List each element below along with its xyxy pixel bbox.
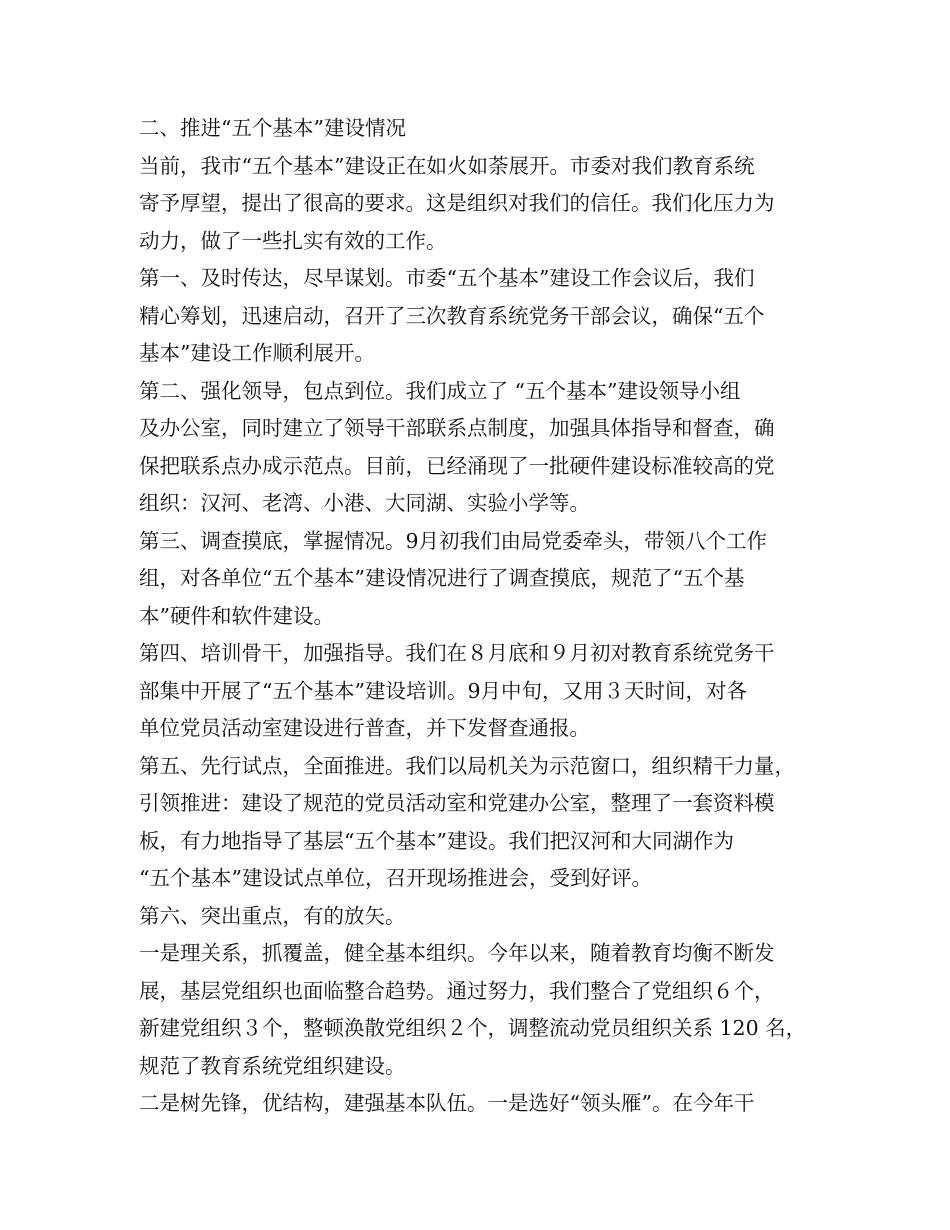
text-line: 当前，我市“五个基本”建设正在如火如荼展开。市委对我们教育系统 [139, 153, 755, 178]
text-line: 第四、培训骨干，加强指导。我们在８月底和９月初对教育系统党务干 [139, 641, 775, 665]
section-heading: 二、推进“五个基本”建设情况 [139, 116, 406, 140]
text-line: 精心筹划，迅速启动，召开了三次教育系统党务干部会议，确保“五个 [139, 303, 765, 328]
text-line: 第五、先行试点，全面推进。我们以局机关为示范窗口，组织精干力量， [139, 753, 795, 778]
text-line: 新建党组织３个，整顿涣散党组织２个，调整流动党员组织关系 120 名， [139, 1016, 807, 1040]
text-line: 动力，做了一些扎实有效的工作。 [139, 228, 447, 253]
text-line: 寄予厚望，提出了很高的要求。这是组织对我们的信任。我们化压力为 [139, 191, 775, 215]
text-line: 保把联系点办成示范点。目前，已经涌现了一批硬件建设标准较高的党 [139, 453, 775, 478]
text-line: 组织：汉河、老湾、小港、大同湖、实验小学等。 [139, 491, 590, 515]
text-line: 第一、及时传达，尽早谋划。市委“五个基本”建设工作会议后，我们 [139, 266, 755, 290]
text-line: 板，有力地指导了基层“五个基本”建设。我们把汉河和大同湖作为 [139, 828, 734, 853]
text-line: 组，对各单位“五个基本”建设情况进行了调查摸底，规范了“五个基 [139, 566, 745, 590]
text-line: 第六、突出重点，有的放矢。 [139, 903, 406, 928]
text-line: “五个基本”建设试点单位，召开现场推进会，受到好评。 [139, 866, 652, 890]
text-line: 部集中开展了“五个基本”建设培训。9月中旬，又用３天时间，对各 [139, 678, 748, 703]
text-line: 第二、强化领导，包点到位。我们成立了 “五个基本”建设领导小组 [139, 378, 741, 403]
text-line: 规范了教育系统党组织建设。 [139, 1053, 406, 1078]
text-line: 及办公室，同时建立了领导干部联系点制度，加强具体指导和督查，确 [139, 416, 775, 440]
text-line: 一是理关系，抓覆盖，健全基本组织。今年以来，随着教育均衡不断发 [139, 941, 775, 965]
text-line: 本”硬件和软件建设。 [139, 603, 334, 628]
text-line: 展，基层党组织也面临整合趋势。通过努力，我们整合了党组织６个， [139, 978, 775, 1003]
text-line: 第三、调查摸底，掌握情况。9月初我们由局党委牵头，带领八个工作 [139, 528, 768, 553]
text-line: 引领推进：建设了规范的党员活动室和党建办公室，整理了一套资料模 [139, 791, 775, 815]
document-body [139, 110, 819, 1123]
text-line: 二是树先锋，优结构，建强基本队伍。一是选好“领头雁”。在今年干 [139, 1091, 755, 1115]
text-line: 基本”建设工作顺利展开。 [139, 341, 375, 365]
text-line: 单位党员活动室建设进行普查，并下发督查通报。 [139, 716, 590, 740]
